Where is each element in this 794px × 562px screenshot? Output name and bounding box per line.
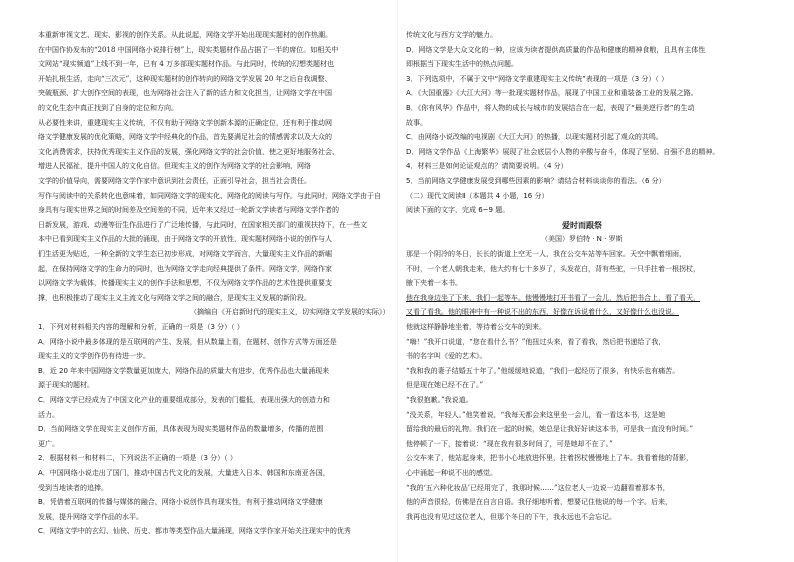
left-column-line: D．当前网络文学在现实主义创作方面，具体表现为现实类题材作品的数量增多，传播的范围 bbox=[38, 425, 324, 434]
right-column-line: 他在我身边坐了下来，我们一起等车。他慢慢地打开书看了一会儿，然后把书合上，看了看天， bbox=[406, 293, 700, 302]
right-column-line: 不时，一个老人朝我走来，他大约有七十多岁了，头发花白，背有些驼，一只手拄着一根拐杖， bbox=[406, 264, 700, 273]
right-column-line: C．由网络小说改编的电视剧《大江大河》的热播，以现实题材引起了观众的共鸣。 bbox=[406, 133, 663, 142]
right-column-line: “我的‘五六种化妆品’已经用完了，我那时候……”这位老人一边说一边翻看着那本书， bbox=[406, 483, 670, 492]
left-column-line: 身具有与现实世界之间的时间差及空间差的不同，近年来又经过一轮新文学读者与网络文学作者的 bbox=[38, 206, 339, 215]
left-column-line: 开始扎根生活，走向“三次元”，这种现实题材的创作转向的网络文学发展 20 年之后自我调整、 bbox=[38, 74, 332, 83]
right-column-line: 5．当前网络文学健康发展受到哪些因素的影响？请结合材料谈谈你的看法。（6 分） bbox=[406, 177, 666, 185]
left-column-line: 发展，提升网络文学作品的水平。 bbox=[38, 512, 143, 521]
right-column-line: 4．材料三是如何论证观点的？请简要说明。（4 分） bbox=[406, 162, 568, 171]
right-column-line: 腋下夹着一本书。 bbox=[406, 279, 462, 288]
right-column-line: 爱时而跟祭 bbox=[562, 219, 602, 230]
right-column-line: 心中涌起一种说不出的感觉。 bbox=[406, 469, 497, 477]
left-column-line: 在中国作协发布的“2018 中国网络小说排行榜”上，现实类题材作品占据了一半的席位。如相关中 bbox=[38, 45, 339, 54]
right-column-line: “我很抱歉。”我说道。 bbox=[406, 396, 473, 404]
left-column-line: 从必要性来讲，重建现实主义传统，不仅有助于网络文学创新本源的正确定位，还有利于推动网 bbox=[38, 118, 332, 127]
left-column-line: 文化消费需求，扶持优秀现实主义作品的发展，强化网络文学的社会价值，使之更好地服务社会、 bbox=[38, 147, 339, 156]
left-column-line: 活力。 bbox=[38, 410, 59, 419]
right-column-line: 他就这样静静地坐着，等待着公交车的到来。 bbox=[406, 323, 546, 331]
left-column-line: 们生活更为贴近，一种全新的文学生态已初步形成，对网络文学而言，大量现实主义作品的新崛 bbox=[38, 250, 332, 258]
right-column-line: 即根据当下现实生活中的热点问题。 bbox=[406, 60, 518, 69]
right-column-line: A．《大国重器》《大江大河》等一批现实题材作品，展现了中国工业和重装备工业的发展之路。 bbox=[406, 89, 698, 98]
right-column-line: D．网络文学是大众文化的一种，应该为读者提供高质量的作品和健康的精神食粮，且具有主体性 bbox=[406, 45, 706, 54]
left-column-line: 日新发展，游戏、动漫等衍生作品进行了广泛地传播，与此同时，在国家相关部门的重视扶持下，在一些文 bbox=[38, 220, 367, 229]
right-column-line: 那是一个阴冷的冬日，长长的街道上空无一人，我在公交车站等车回家。天空中飘着细雨， bbox=[406, 250, 686, 258]
right-column-line: （美国）罗伯特 · N · 罗斯 bbox=[541, 235, 623, 244]
left-column-line: 受到当地读者的追捧。 bbox=[38, 483, 108, 492]
left-column-line: 源于现实的题材。 bbox=[38, 381, 94, 390]
right-column-line: 公交车来了，他站起身来，把书小心地放进怀里，拄着拐杖慢慢地上了车。我看着他的背影， bbox=[406, 454, 693, 463]
right-column-line: 但是现在她已经不在了。” bbox=[406, 381, 484, 390]
right-column-line: 我再也没有见过这位老人，但那个冬日的下午，我永远也不会忘记。 bbox=[406, 512, 616, 521]
right-column-line: 书的名字叫《爱的艺术》。 bbox=[406, 352, 487, 361]
right-column-line: B．《你有风华》作品中，将人物的成长与城市的发展结合在一起，表现了“最美逆行者”的生动 bbox=[406, 104, 695, 112]
right-column-line: 3．下列选项中，不属于文中“网络文学重建现实主义传统”表现的一项是（3 分）（ ） bbox=[406, 74, 669, 83]
left-column-line: B．近 20 年来中国网络文学数量更加庞大，网络作品的质量大有进步，优秀作品也大量涌现来 bbox=[38, 366, 330, 375]
right-column-line: 他停顿了一下，接着说：“现在我有很多时间了，可是她却不在了。” bbox=[406, 439, 613, 448]
left-column-line: 突破瓶颈、扩大创作空间的表现，也为网络社会注入了新的活力和文化担当，让网络文学在中国 bbox=[38, 89, 332, 98]
left-column-line: 增进人民福祉，提升中国人的文化自信。但现实主义的创作为网络文学的社会影响，网络 bbox=[38, 162, 311, 171]
left-column-line: 1．下列对材料相关内容的理解和分析，正确的一项是（3 分）（ ） bbox=[38, 323, 244, 331]
right-column-line: 留给我的最后的礼物。我们在一起的时候，她总是让我好好读这本书，可是我一直没有时间。” bbox=[406, 425, 694, 434]
right-column-line: “我和我的妻子结婚五十年了。”他缓缓地说道，“我们一起经历了很多，有快乐也有痛苦。 bbox=[406, 366, 680, 375]
left-column-line: A．网络小说中最多体现的是互联网的产生、发展，但从数量上看，在题材、创作方式等方面还是 bbox=[38, 337, 337, 346]
left-column-line: 现实主义的文学创作仍有待进一步。 bbox=[38, 352, 150, 361]
left-column-line: A．中国网络小说走出了国门，推动中国古代文化的发展，大量进入日本、韩国和东南亚各国， bbox=[38, 469, 330, 477]
left-column-line: 撑，也积极推动了现实主义主流文化与网络文学之间的融合，是现实主义发展的新阶段。 bbox=[38, 293, 311, 302]
right-column-line: 传统文化与西方文学的魅力。 bbox=[406, 31, 497, 39]
right-column-line: 阅读下面的文字，完成 6~9 题。 bbox=[406, 206, 510, 215]
left-column-line: 络文学健康发展的优化策略，网络文学中经典化的作品，首先要满足社会的情感需求以及大众的 bbox=[38, 133, 332, 142]
left-column-line: C．网络文学中的玄幻、仙侠、历史、都市等类型作品大量涌现，网络文学作家开始关注现实中的优秀 bbox=[38, 527, 351, 536]
left-column-line: 文学的价值导向，需要网络文学作家中意识到社会责任，正面引导社会，担当社会责任。 bbox=[38, 177, 311, 185]
left-column-line: （摘编自《开启新时代的现实主义，切实网络文学发展的实际》） bbox=[190, 308, 390, 317]
left-column-line: 本重新审视文艺、现实、影视的创作关系。从此说起，网络文学开始出现现实题材的创作热潮。 bbox=[38, 31, 332, 39]
left-column-line: C．网络文学已经成为了中国文化产业的重要组成部分，发表的门槛低，表现出强大的创造力和 bbox=[38, 396, 330, 404]
right-column-line: 他的声音很轻，仿佛是在自言自语。我仔细地听着，想要记住他说的每一个字。后来， bbox=[406, 498, 672, 507]
right-column-line: “没关系，年轻人。”他笑着说，“我每天都会来这里坐一会儿，看一看这本书，这是她 bbox=[406, 410, 666, 419]
left-column-line: 文网站“现实频道”上线不到一年，已有 4 万多部现实题材作品。与此同时，传统的幻想类题材也 bbox=[38, 60, 335, 69]
right-column-line: （二）现代文阅读Ⅱ（本题共 4 小题，16 分） bbox=[406, 191, 549, 200]
right-column-line: 故事。 bbox=[406, 118, 427, 127]
left-column-line: 2．根据材料一和材料二，下列说法不正确的一项是（3 分）（ ） bbox=[38, 454, 237, 463]
left-column-line: 起，在保持网络文学的生命力的同时，也为网络文学走向经典提供了条件。网络文学，网络作家 bbox=[38, 264, 332, 273]
left-column-line: 的文化生态中真正找到了自身的定位和方向。 bbox=[38, 104, 178, 112]
right-column-line: “嗨！”我开口说道，“您在看什么书？”他扭过头来，看了看我，然后把书递给了我， bbox=[406, 337, 666, 346]
left-column-line: 更广。 bbox=[38, 439, 59, 448]
left-column-line: 以网络文学为载体，传播现实主义的创作手法和思想，不仅为网络文学作品的艺术性提供重要支 bbox=[38, 279, 332, 288]
right-column-line: D．网络文学作品《上海繁华》展现了社会底层小人物的辛酸与奋斗，体现了坚韧、自强不息的精神。 bbox=[406, 147, 720, 156]
page-fold-divider bbox=[397, 0, 398, 562]
left-column-line: 本中已看到现实主义作品的大批的涌现，由于网络文学的开放性，现实题材网络小说的创作与人 bbox=[38, 235, 332, 244]
left-column-line: 写作与阅读中的关系转化也意味着，如同网络文学的现实化、网络化的阅读与写作。与此同时，网络文学由于自 bbox=[38, 191, 381, 200]
right-column-line: 又看了看我。他的眼神中有一种说不出的东西，好像在诉说着什么，又好像什么也没说。 bbox=[406, 308, 679, 317]
left-column-line: B．凭借着互联网的传播与媒体的融合，网络小说创作具有现实性，有利于推动网络文学健康 bbox=[38, 498, 323, 507]
